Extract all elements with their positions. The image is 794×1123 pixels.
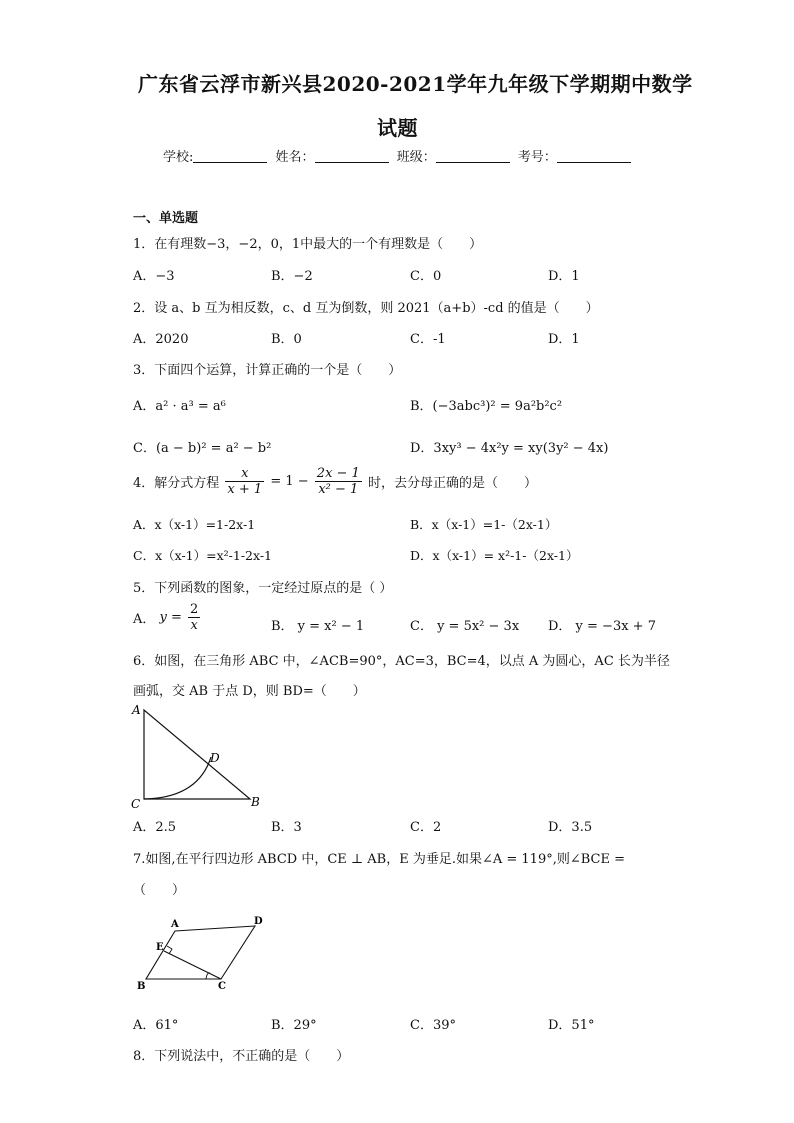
q7-option-b[interactable]: B．29° <box>271 1018 317 1033</box>
q4-option-c[interactable]: C．x（x-1）=x²-1-2x-1 <box>133 548 273 563</box>
q1-option-a[interactable]: A．−3 <box>133 269 175 284</box>
label-c: C <box>131 797 141 811</box>
q4-fraction-2 <box>315 466 362 497</box>
q7-option-a[interactable]: A．61° <box>133 1018 179 1033</box>
q6-option-b[interactable]: B．3 <box>271 820 302 835</box>
label-b: B <box>251 795 260 809</box>
q3-option-b[interactable]: B．(−3abc³)² = 9a²b²c² <box>410 399 563 414</box>
q4-fraction-2-numerator: 2x − 1 <box>316 466 360 481</box>
triangle-abc <box>144 710 250 799</box>
question-3-stem: 3．下面四个运算，计算正确的一个是（ ） <box>133 363 402 378</box>
question-2-stem: 2．设 a、b 互为相反数，c、d 互为倒数，则 2021（a+b）-cd 的值是（ ） <box>133 301 599 316</box>
exam-number-label: 考号： <box>517 150 557 165</box>
q3-option-a[interactable]: A．a² · a³ = a⁶ <box>133 399 226 414</box>
q2-option-c[interactable]: C．-1 <box>410 332 446 347</box>
question-7-stem-cont: （ ） <box>133 883 186 898</box>
q5-option-c[interactable]: C． y = 5x² − 3x <box>410 619 520 634</box>
q5-option-a-letter: A． <box>133 612 156 627</box>
name-label: 姓名： <box>275 150 315 165</box>
q4-option-b[interactable]: B．x（x-1）=1-（2x-1） <box>410 517 558 532</box>
q7-option-d[interactable]: D．51° <box>548 1018 595 1033</box>
label-c: C <box>218 981 226 992</box>
arc-cd <box>144 757 211 799</box>
q4-option-d[interactable]: D．x（x-1）= x²-1-（2x-1） <box>410 548 579 563</box>
label-d: D <box>254 916 263 927</box>
label-d: D <box>210 751 220 765</box>
q4-fraction-1-numerator: x <box>225 466 264 482</box>
q4-prefix: 4．解分式方程 <box>133 476 220 491</box>
q5-option-b[interactable]: B． y = x² − 1 <box>271 619 365 634</box>
q6-option-a[interactable]: A．2.5 <box>133 820 177 835</box>
q5-option-a-fraction <box>188 602 200 633</box>
triangle-figure <box>128 700 268 812</box>
q4-fraction-2-denominator: x² − 1 <box>318 482 359 497</box>
q6-option-c[interactable]: C．2 <box>410 820 442 835</box>
segment-ce <box>164 951 221 979</box>
q1-option-c[interactable]: C．0 <box>410 269 442 284</box>
label-a: A <box>132 703 141 717</box>
q4-suffix: 时，去分母正确的是（ ） <box>367 476 537 491</box>
q2-option-d[interactable]: D．1 <box>548 332 580 347</box>
label-b: B <box>137 981 146 992</box>
q4-equation-middle: = 1 − <box>270 474 309 489</box>
exam-number-field[interactable] <box>557 150 631 163</box>
q4-fraction-1-denominator: x + 1 <box>227 482 263 497</box>
page-title-cont: 试题 <box>377 116 418 140</box>
q3-option-d[interactable]: D．3xy³ − 4x²y = xy(3y² − 4x) <box>410 441 609 456</box>
label-a: A <box>171 919 179 930</box>
name-field[interactable] <box>315 150 389 163</box>
q1-option-b[interactable]: B．−2 <box>271 269 313 284</box>
question-7-stem: 7.如图,在平行四边形 ABCD 中，CE ⊥ AB，E 为垂足.如果∠A = 119°,则∠BCE = <box>133 852 626 867</box>
q2-option-a[interactable]: A．2020 <box>133 332 189 347</box>
class-label: 班级： <box>396 150 436 165</box>
question-6-stem: 6．如图，在三角形 ABC 中，∠ACB=90°，AC=3，BC=4，以点 A 为圆心，AC 长为半径 <box>133 654 670 669</box>
section-heading: 一、单选题 <box>133 211 199 226</box>
q6-option-d[interactable]: D．3.5 <box>548 820 593 835</box>
q5-option-a-lhs: y = <box>159 610 182 625</box>
q5-option-a-denominator: x <box>190 618 198 633</box>
label-e: E <box>156 942 164 953</box>
class-field[interactable] <box>436 150 510 163</box>
parallelogram-figure <box>132 912 272 994</box>
student-info-fields <box>163 146 635 165</box>
q4-fraction-1 <box>225 466 264 497</box>
q7-option-c[interactable]: C．39° <box>410 1018 456 1033</box>
question-4-stem <box>133 466 537 497</box>
school-label: 学校: <box>163 150 194 165</box>
q5-option-a-numerator: 2 <box>190 602 199 617</box>
school-field[interactable] <box>193 150 267 163</box>
q1-option-d[interactable]: D．1 <box>548 269 580 284</box>
q2-option-b[interactable]: B．0 <box>271 332 302 347</box>
q4-option-a[interactable]: A．x（x-1）=1-2x-1 <box>133 517 256 532</box>
q5-option-a[interactable] <box>133 602 202 633</box>
q5-option-d[interactable]: D． y = −3x + 7 <box>548 619 656 634</box>
question-6-stem-cont: 画弧，交 AB 于点 D，则 BD=（ ） <box>133 684 366 699</box>
q3-option-c[interactable]: C．(a − b)² = a² − b² <box>133 441 272 456</box>
page-title: 广东省云浮市新兴县2020-2021学年九年级下学期期中数学 <box>138 72 693 96</box>
question-1-stem: 1．在有理数−3，−2，0，1中最大的一个有理数是（ ） <box>133 237 483 252</box>
question-5-stem: 5．下列函数的图象，一定经过原点的是（ ） <box>133 581 393 596</box>
question-8-stem: 8．下列说法中，不正确的是（ ） <box>133 1049 350 1064</box>
